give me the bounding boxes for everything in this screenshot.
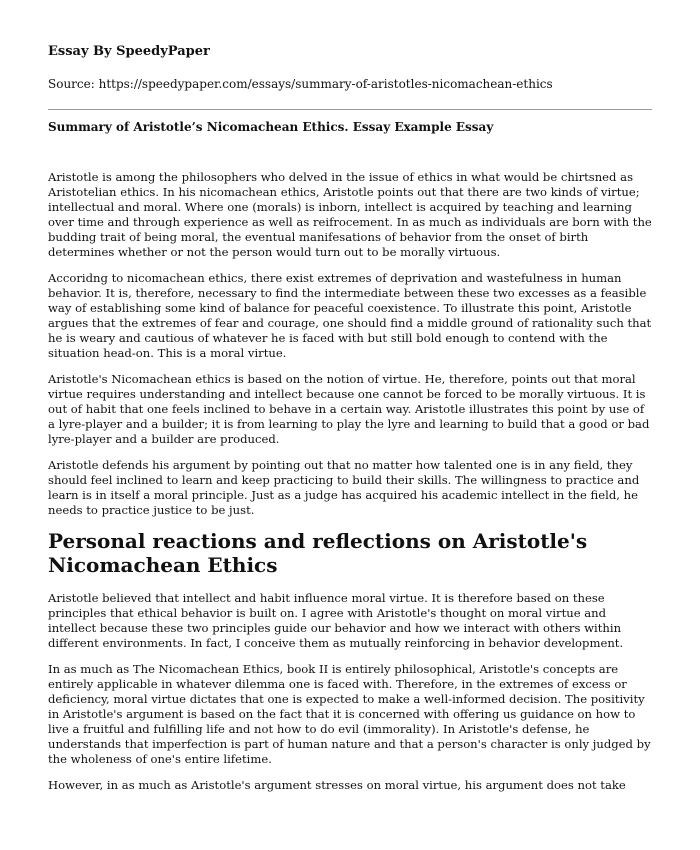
essay-body (48, 170, 652, 804)
source-line: Source: https://speedypaper.com/essays/summary-of-aristotles-nicomachean-ethics (48, 77, 553, 91)
essay-paragraph-2: Accoridng to nicomachean ethics, there exist extremes of deprivation and wastefulness in human behavior. It is, therefore, necessary to find the intermediate between these two excesses as a feasible way of establishing some kind of balance for peaceful coexistence. To illustrate this point, Aristotle argues that the extremes of fear and courage, one should find a middle ground of rationality such that he is weary and cautious of whatever he is faced with but still bold enough to contend with the situation head-on. This is a moral virtue. (48, 271, 652, 360)
section-paragraph-1: Aristotle believed that intellect and habit influence moral virtue. It is therefore based on these principles that ethical behavior is built on. I agree with Aristotle's thought on moral virtue and intellect because these two principles guide our behavior and how we interact with others within different environments. In fact, I conceive them as mutually reinforcing in behavior development. (48, 591, 624, 650)
header-divider (48, 109, 652, 110)
section-paragraph-2: In as much as The Nicomachean Ethics, book II is entirely philosophical, Aristotle's concepts are entirely applicable in whatever dilemma one is faced with. Therefore, in the extremes of excess or deficiency, moral virtue dictates that one is expected to make a well-informed decision. The positivity in Aristotle's argument is based on the fact that it is concerned with offering us guidance on how to live a fruitful and fulfilling life and not how to do evil (immorality). In Aristotle's defense, he understands that imperfection is part of human nature and that a person's character is only judged by the wholeness of one's entire lifetime. (48, 662, 651, 766)
section-paragraph-3: However, in as much as Aristotle's argument stresses on moral virtue, his argument does not take (48, 778, 626, 792)
site-title: Essay By SpeedyPaper (48, 44, 210, 59)
essay-title: Summary of Aristotle’s Nicomachean Ethics. Essay Example Essay (48, 120, 494, 134)
essay-paragraph-1: Aristotle is among the philosophers who delved in the issue of ethics in what would be chirtsned as Aristotelian ethics. In his nicomachean ethics, Aristotle points out that there are two kinds of virtue; intellectual and moral. Where one (morals) is inborn, intellect is acquired by teaching and learning over time and through experience as well as reifrocement. In as much as individuals are born with the budding trait of being moral, the eventual manifesations of behavior from the onset of birth determines whether or not the person would turn out to be morally virtuous. (48, 170, 652, 259)
essay-paragraph-3: Aristotle's Nicomachean ethics is based on the notion of virtue. He, therefore, points out that moral virtue requires understanding and intellect because one cannot be forced to be morally virtuous. It is out of habit that one feels inclined to behave in a certain way. Aristotle illustrates this point by use of a lyre-player and a builder; it is from learning to play the lyre and learning to build that a good or bad lyre-player and a builder are produced. (48, 372, 650, 446)
essay-paragraph-4: Aristotle defends his argument by pointing out that no matter how talented one is in any field, they should feel inclined to learn and keep practicing to build their skills. The willingness to practice and learn is in itself a moral principle. Just as a judge has acquired his academic intellect in the field, he needs to practice justice to be just. (48, 458, 640, 517)
section-heading: Personal reactions and reflections on Aristotle's Nicomachean Ethics (48, 529, 588, 577)
